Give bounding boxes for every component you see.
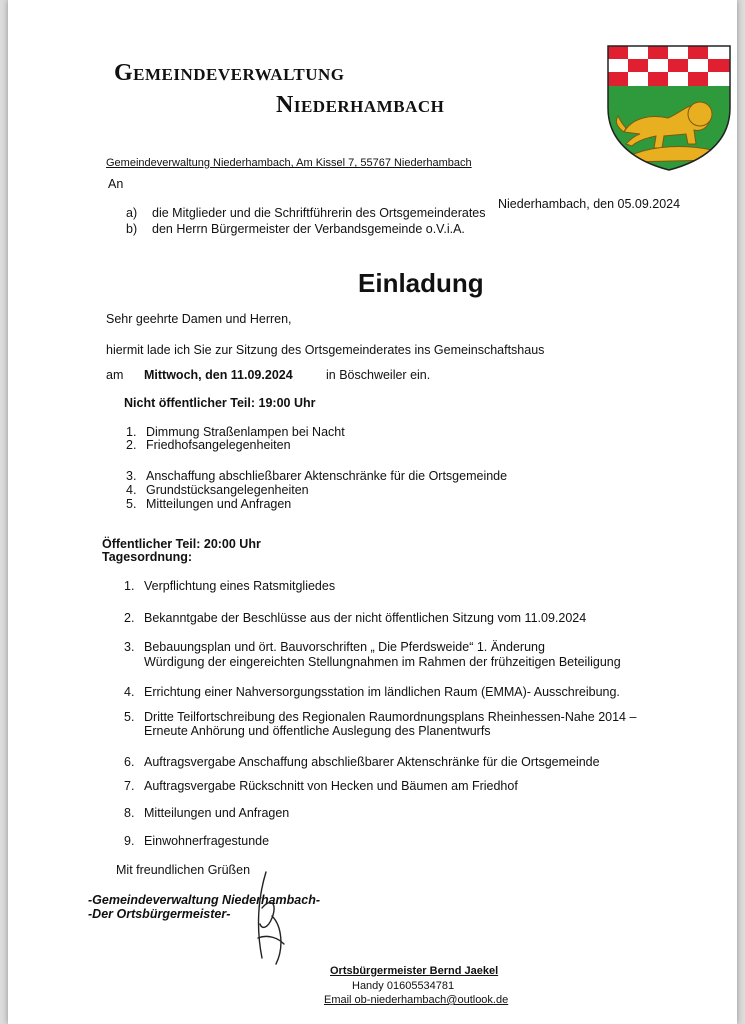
am-label: am [106, 368, 124, 382]
agenda-item-continuation: Würdigung der eingereichten Stellungnahmen im Rahmen der frühzeitigen Beteiligung [144, 655, 621, 669]
intro-text: hiermit lade ich Sie zur Sitzung des Ortsgemeinderates ins Gemeinschaftshaus [106, 343, 545, 357]
recipient-an-label: An [108, 177, 124, 191]
public-part-heading: Öffentlicher Teil: 20:00 Uhr [102, 537, 261, 551]
coat-of-arms-emblem [604, 44, 737, 172]
letter-page [8, 0, 737, 1024]
recipient-a-text: die Mitglieder und die Schriftführerin des Ortsgemeinderates [152, 206, 486, 220]
document-title: Einladung [358, 268, 484, 298]
agenda-heading: Tagesordnung: [102, 550, 193, 564]
closing-organization: -Gemeindeverwaltung Niederhambach- [88, 893, 321, 907]
meeting-date: Mittwoch, den 11.09.2024 [144, 368, 293, 382]
agenda-item: 8. Mitteilungen und Anfragen [124, 806, 290, 820]
closed-item: 2. Friedhofsangelegenheiten [126, 438, 291, 452]
agenda-item: 2. Bekanntgabe der Beschlüsse aus der nicht öffentlichen Sitzung vom 11.09.2024 [124, 611, 587, 625]
agenda-item: 7. Auftragsvergabe Rückschnitt von Hecken und Bäumen am Friedhof [124, 779, 518, 793]
agenda-item: 9. Einwohnerfragestunde [124, 834, 270, 848]
closed-item: 5. Mitteilungen und Anfragen [126, 497, 292, 511]
handwritten-signature [248, 868, 298, 968]
header-line1: Gemeindeverwaltung [114, 60, 345, 86]
header-line2: Niederhambach [276, 92, 445, 118]
footer-name: Ortsbürgermeister Bernd Jaekel [330, 965, 499, 977]
agenda-item: 1. Verpflichtung eines Ratsmitgliedes [124, 579, 336, 593]
recipient-a-label: a) [126, 206, 138, 220]
footer-email[interactable]: Email ob-niederhambach@outlook.de [324, 994, 509, 1006]
recipient-b-text: den Herrn Bürgermeister der Verbandsgemeinde o.V.i.A. [152, 222, 465, 236]
closed-item: 1. Dimmung Straßenlampen bei Nacht [126, 425, 345, 439]
sender-address: Gemeindeverwaltung Niederhambach, Am Kissel 7, 55767 Niederhambach [106, 157, 472, 169]
agenda-item: 3. Bebauungsplan und ört. Bauvorschriften „ Die Pferdsweide“ 1. Änderung [124, 640, 545, 654]
agenda-item-continuation: Erneute Anhörung und öffentliche Auslegung des Planentwurfs [144, 724, 491, 738]
closed-item: 4. Grundstücksangelegenheiten [126, 483, 309, 497]
closing-greeting: Mit freundlichen Grüßen [116, 863, 251, 877]
closed-item: 3. Anschaffung abschließbarer Aktenschränke für die Ortsgemeinde [126, 469, 508, 483]
footer-phone: Handy 01605534781 [352, 980, 455, 992]
letter-date: Niederhambach, den 05.09.2024 [498, 197, 681, 211]
closed-part-heading: Nicht öffentlicher Teil: 19:00 Uhr [124, 396, 316, 410]
agenda-item: 5. Dritte Teilfortschreibung des Regionalen Raumordnungsplans Rheinhessen-Nahe 2014 – [124, 710, 637, 724]
agenda-item: 6. Auftragsvergabe Anschaffung abschließbarer Aktenschränke für die Ortsgemeinde [124, 755, 600, 769]
agenda-item: 4. Errichtung einer Nahversorgungsstation im ländlichen Raum (EMMA)- Ausschreibung. [124, 685, 620, 699]
meeting-location: in Böschweiler ein. [326, 368, 431, 382]
recipient-b-label: b) [126, 222, 138, 236]
closing-role: -Der Ortsbürgermeister- [88, 907, 231, 921]
salutation: Sehr geehrte Damen und Herren, [106, 312, 292, 326]
